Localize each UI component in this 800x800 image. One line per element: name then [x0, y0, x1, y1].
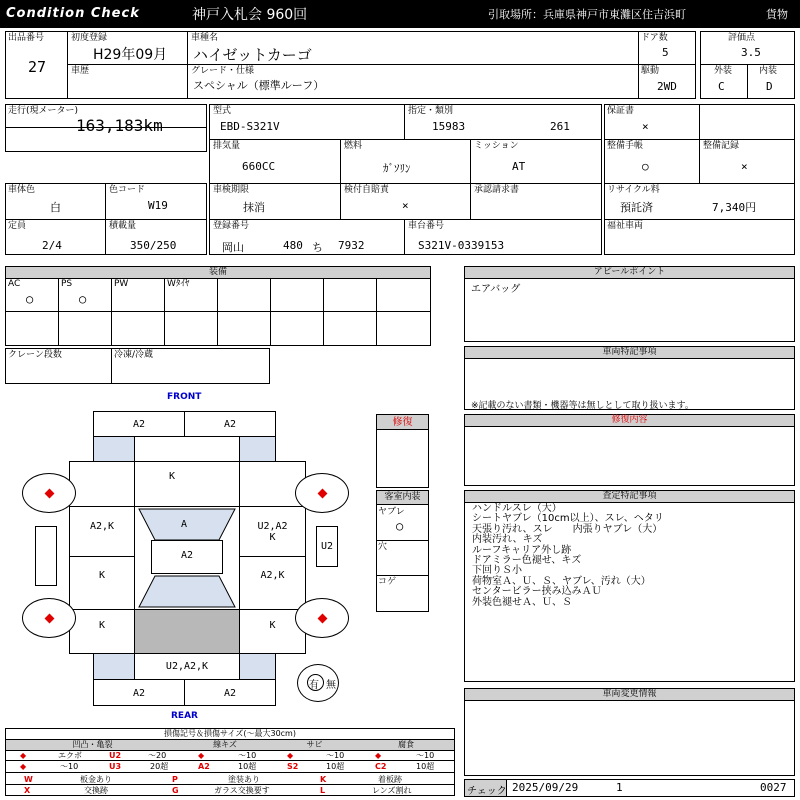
legend-code-k-text: 着板跡 [378, 775, 402, 784]
legend-code-l-text: レンズ割れ [372, 786, 412, 795]
legend-r2-a2: A2 [198, 762, 210, 771]
inspect-label: 車検期限 [213, 185, 250, 195]
panel-rear-left: A2 [93, 679, 185, 706]
color-code: W19 [148, 199, 168, 212]
inspector-notes [472, 504, 664, 608]
legend-r1-c1-size: ～10 [416, 751, 435, 760]
recycle-status: 預託済 [620, 201, 653, 214]
legend-r1-diamond-a: ◆ [198, 751, 205, 760]
model-label: 型式 [213, 106, 232, 116]
panel-right-rear: K [239, 609, 306, 654]
legend-code-g-text: ガラス交換要す [214, 786, 270, 795]
panel-front-fender-left [93, 436, 135, 462]
panel-left-rear: K [69, 609, 135, 654]
legend-group-corrosion: 腐食 [398, 740, 414, 749]
lot-no-label: 出品番号 [8, 33, 45, 43]
inspector-note: シートヤブレ（10cm以上）、スレ、ヘタリ [472, 513, 664, 525]
equip-item-ps: PS [61, 279, 73, 289]
mileage-label: 走行(現メーター) [8, 106, 79, 116]
recycle-label: リサイクル料 [607, 185, 660, 195]
capacity-label: 定員 [8, 221, 27, 231]
liability-label: 検付自賠責 [344, 185, 390, 195]
record-label: 整備記録 [703, 141, 740, 151]
legend-code-w-text: 板金あり [80, 775, 112, 784]
appeal-title: アピールポイント [465, 267, 794, 279]
legend-r1-u2: U2 [109, 751, 122, 760]
legend-r2-u3: U3 [109, 762, 122, 771]
plate-class: 480 [283, 239, 303, 252]
check-num: 1 [616, 781, 623, 794]
doors-label: ドア数 [641, 33, 668, 43]
score: 3.5 [741, 46, 761, 59]
pickup-location: 引取場所：兵庫県神戸市東灘区住吉浜町 [488, 8, 686, 21]
rear-label: REAR [171, 711, 198, 721]
tire-rear-left [22, 598, 76, 638]
liability: × [402, 199, 409, 212]
panel-front-quarter-left [69, 461, 135, 507]
check-date: 2025/09/29 [512, 781, 579, 794]
repair-content-title: 修復内容 [465, 415, 794, 427]
legend-r2-s2-size: 10超 [326, 762, 345, 771]
windshield-mark: A [181, 519, 188, 530]
mileage: 163,183km [76, 116, 163, 135]
equip-mark-ps: ○ [79, 292, 87, 306]
warranty: × [642, 120, 649, 133]
int-label: 内装 [759, 66, 778, 76]
inspector-note: 天張り汚れ、スレ 内張りヤブレ（大） [472, 523, 663, 535]
interior-burn-label: コゲ [378, 577, 397, 587]
legend-code-k: K [320, 775, 327, 784]
legend-code-p-text: 塗装あり [228, 775, 260, 784]
panel-rear-right: A2 [184, 679, 276, 706]
panel-rear-floor [134, 609, 240, 654]
left-mirror [35, 526, 57, 586]
color-code-label: 色コード [109, 185, 146, 195]
class-no: 261 [550, 120, 570, 133]
drive: 2WD [657, 80, 677, 93]
change-panel [464, 688, 795, 776]
legend-group-dent: 凹凸・亀裂 [72, 740, 113, 749]
first-reg: H29年09月 [93, 47, 168, 63]
interior-tear-mark: ○ [396, 519, 404, 533]
spare-tire-yes: 有 [309, 680, 319, 691]
auction-name: 神戸入札会 960回 [192, 7, 308, 23]
fuel-label: 燃料 [344, 141, 363, 151]
mission-label: ミッション [474, 141, 519, 151]
right-side: U2 [316, 526, 338, 567]
approval-label: 承認請求書 [474, 185, 520, 195]
tire-front-right [295, 473, 349, 513]
interior-tear-label: ヤブレ [378, 507, 405, 517]
legend-code-l: L [320, 786, 326, 795]
type-label: 指定・類別 [408, 106, 454, 116]
panel-front-left: A2 [93, 411, 185, 437]
panel-right-front-door [239, 506, 306, 557]
legend-r2-a2-size: 10超 [238, 762, 257, 771]
mission: AT [512, 160, 526, 173]
legend-r1-a: エクボ [58, 751, 82, 760]
legend-r2-c2: C2 [375, 762, 387, 771]
inspector-note: ルーフキャリア外し跡 [472, 544, 572, 556]
grade: スペシャル（標準ルーフ） [193, 79, 325, 92]
legend-r1-s1-size: ～10 [326, 751, 345, 760]
history-label: 車歴 [71, 66, 90, 76]
model: EBD-S321V [220, 120, 280, 133]
drive-label: 駆動 [641, 66, 660, 76]
chassis-label: 車台番号 [408, 221, 445, 231]
score-label: 評価点 [728, 33, 756, 43]
panel-rear-bumper-right [239, 653, 276, 680]
appeal-text: エアバッグ [471, 284, 521, 295]
panel-left-front-door: A2,K [69, 506, 135, 557]
legend-r2-u3-size: 20超 [150, 762, 169, 771]
equip-item-ac: AC [8, 279, 21, 289]
equip-item-pw: PW [114, 279, 129, 289]
ext-label: 外装 [714, 66, 733, 76]
repair-box-title: 修復 [377, 415, 428, 430]
legend-r1-diamond-c: ◆ [375, 751, 382, 760]
check-code: 0027 [760, 781, 787, 794]
legend-diamond: ◆ [20, 751, 27, 760]
legend-code-x-text: 交換跡 [84, 786, 108, 795]
spare-tire-no: 無 [326, 680, 336, 691]
welfare-label: 福祉車両 [607, 221, 644, 231]
front-label: FRONT [167, 392, 202, 402]
panel-left-rear-door: K [69, 556, 135, 610]
grade-label: グレード・仕様 [191, 66, 255, 76]
panel-front-right: A2 [184, 411, 276, 437]
capacity: 2/4 [42, 239, 62, 252]
inspector-note: センタービラー挟み込みＡＵ [472, 586, 602, 598]
legend-group-scratch: 線キズ [213, 740, 237, 749]
manual: ○ [642, 160, 649, 173]
legend-code-x: X [24, 786, 31, 795]
inspector-note: ドアミラー色褪せ、キズ [472, 555, 582, 567]
inspector-note: ハンドルスレ（大） [472, 503, 562, 514]
warranty-label: 保証書 [607, 106, 635, 116]
equip-item-wtire: Wﾀｲﾔ [167, 279, 190, 289]
tire-front-left [22, 473, 76, 513]
record: × [741, 160, 748, 173]
ext-score: C [718, 80, 725, 93]
inspector-note: 内装汚れ、キズ [472, 534, 543, 546]
check-label: チェック [467, 786, 507, 797]
first-reg-label: 初度登録 [71, 33, 108, 43]
panel-roof: A2 [151, 540, 223, 574]
disp-label: 排気量 [213, 141, 241, 151]
type-no: 15983 [432, 120, 466, 133]
legend-r2-a: ～10 [60, 762, 79, 771]
inspector-title: 査定特記事項 [465, 491, 794, 503]
special-note: ※記載のない書類・機器等は無しとして取り扱います。 [471, 401, 694, 411]
doors: 5 [662, 46, 669, 59]
panel-front-fender-right [239, 436, 276, 462]
legend-code-g: G [172, 786, 179, 795]
legend-code-w: W [24, 775, 33, 784]
plate-area: 岡山 [222, 241, 244, 254]
legend-group-rust: サビ [306, 740, 323, 749]
plate-kana: ち [312, 241, 323, 254]
body-color: 白 [50, 201, 61, 214]
right-front-door-text: U2,A2 K [257, 521, 288, 543]
legend-code-p: P [172, 775, 178, 784]
plate-no: 7932 [338, 239, 365, 252]
fridge-label: 冷凍/冷蔵 [114, 350, 154, 360]
panel-rear-bumper-left [93, 653, 135, 680]
crane-label: クレーン段数 [8, 350, 62, 360]
car-name: ハイゼットカーゴ [193, 46, 312, 64]
inspect: 抹消 [243, 201, 265, 214]
inspector-note: 外装色褪せＡ、Ｕ、Ｓ [472, 596, 572, 608]
vehicle-category: 貨物 [766, 8, 788, 21]
equipment-title: 装備 [6, 267, 430, 279]
legend-diamond-2: ◆ [20, 762, 27, 771]
recycle-fee: 7,340円 [712, 201, 757, 214]
header-title: Condition Check [6, 6, 140, 21]
displacement: 660CC [242, 160, 276, 173]
lot-no: 27 [28, 58, 47, 76]
legend-title: 損傷記号＆損傷サイズ(～最大30cm) [164, 729, 296, 738]
int-score: D [766, 80, 773, 93]
legend-r2-c2-size: 10超 [416, 762, 435, 771]
panel-right-rear-door: A2,K [239, 556, 306, 610]
equip-mark-ac: ○ [26, 292, 34, 306]
legend-r1-u2-size: ～20 [148, 751, 167, 760]
car-name-label: 車種名 [191, 33, 219, 43]
interior-hole-label: 穴 [378, 542, 388, 552]
fuel: ｶﾞｿﾘﾝ [383, 162, 411, 175]
chassis: S321V-0339153 [418, 239, 505, 252]
special-title: 車両特記事項 [465, 347, 794, 359]
body-color-label: 車体色 [8, 185, 36, 195]
inspector-note: 荷物室Ａ、Ｕ、Ｓ、ヤブレ、汚れ（大） [472, 575, 651, 587]
legend-r1-a1-size: ～10 [238, 751, 257, 760]
manual-label: 整備手帳 [607, 141, 644, 151]
load: 350/250 [130, 239, 177, 252]
interior-box-title: 客室内装 [377, 491, 428, 505]
load-label: 積載量 [109, 221, 137, 231]
inspector-note: 下回りＳ小 [472, 565, 522, 577]
tire-rear-right [295, 598, 349, 638]
panel-hood: K [134, 461, 240, 507]
panel-rear-gate: U2,A2,K [134, 653, 240, 680]
plate-label: 登録番号 [213, 221, 250, 231]
legend-r2-s2: S2 [287, 762, 299, 771]
legend-r1-diamond-s: ◆ [287, 751, 294, 760]
change-title: 車両変更情報 [465, 689, 794, 701]
